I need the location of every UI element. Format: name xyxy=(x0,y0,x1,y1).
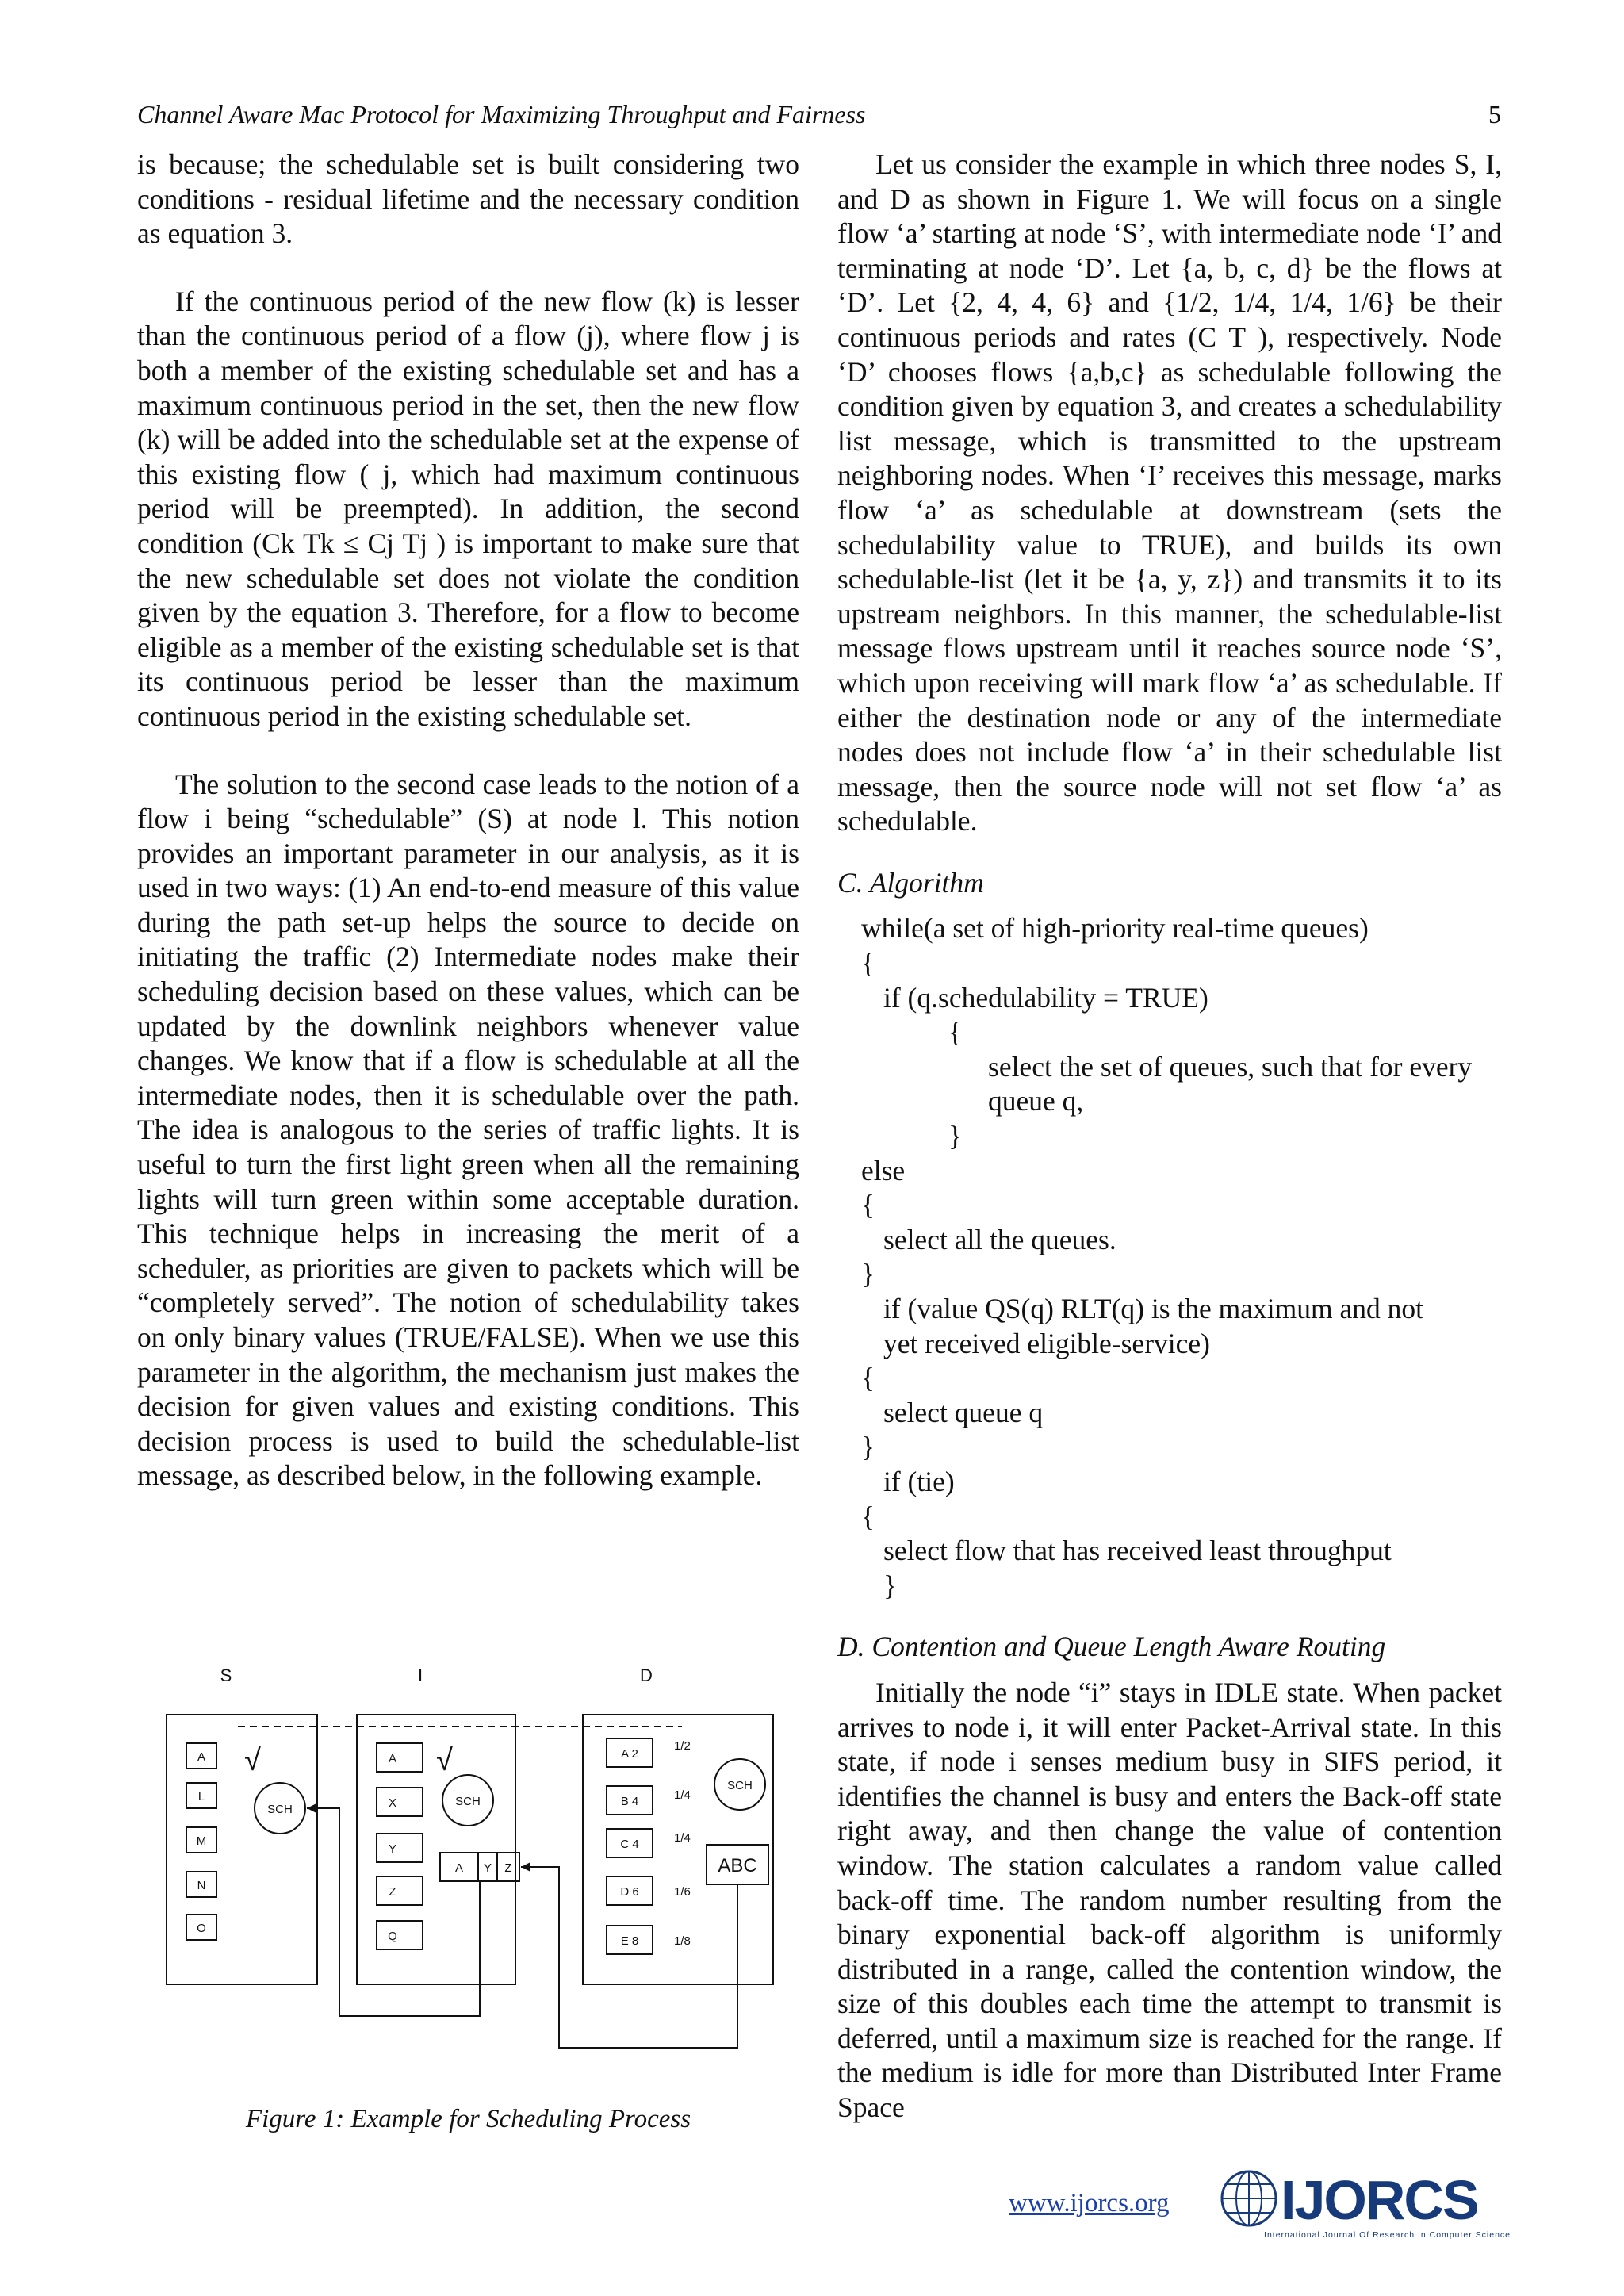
d-queue-label: A 2 xyxy=(621,1747,638,1761)
algo-line: else xyxy=(861,1154,906,1186)
running-header xyxy=(137,97,1501,132)
i-queue-box xyxy=(377,1743,423,1772)
algo-line: { xyxy=(861,1500,875,1532)
algo-line: } xyxy=(861,1258,875,1290)
journal-logo xyxy=(1217,2165,1511,2244)
i-list-label: Z xyxy=(504,1861,512,1875)
s-queue-label: N xyxy=(197,1879,206,1892)
right-paragraph-2: Initially the node “i” stays in IDLE state. When packet arrives to node i, it will enter Packet-Arrival state. In this state, if node i senses medium busy in SIFS period, it identifies the channel is busy and enters the Back-off state right away, and then change the value of contention window. The station calculates a random value called back-off time. The random number resulting from the binary exponential back-off algorithm is uniformly distributed in a range, called the contention window, the size of this doubles each time the attempt to transmit is deferred, until a maximum size is reached for the range. If the medium is idle for more than Distributed Inter Frame Space xyxy=(837,1676,1502,2124)
d-rate-label: 1/2 xyxy=(674,1739,691,1753)
algo-line: if (value QS(q) RLT(q) is the maximum and not xyxy=(883,1293,1423,1324)
i-queue-label: X xyxy=(388,1796,397,1810)
i-queue-box xyxy=(377,1876,423,1905)
s-queue-label: L xyxy=(197,1790,205,1803)
section-d-heading: D. Contention and Queue Length Aware Routing xyxy=(837,1631,1386,1663)
section-c-heading: C. Algorithm xyxy=(837,866,984,899)
algo-line: { xyxy=(948,1016,963,1048)
i-queue-label: A xyxy=(388,1752,397,1765)
algo-line: { xyxy=(861,947,875,979)
d-rate-label: 1/8 xyxy=(674,1934,691,1948)
i-queue-label: Z xyxy=(389,1885,396,1899)
running-title: Channel Aware Mac Protocol for Maximizing Throughput and Fairness xyxy=(137,100,866,128)
page-number: 5 xyxy=(1488,100,1501,128)
node-s-box xyxy=(167,1715,317,1984)
i-list-label: Y xyxy=(483,1861,492,1875)
algo-line: { xyxy=(861,1362,875,1394)
journal-url-link[interactable]: www.ijorcs.org xyxy=(1009,2189,1170,2217)
s-queue-label: A xyxy=(197,1750,206,1764)
d-rate-label: 1/4 xyxy=(674,1788,691,1802)
algo-line: if (tie) xyxy=(883,1465,955,1497)
logo-wordmark: IJORCS xyxy=(1281,2169,1478,2231)
d-queue-label: C 4 xyxy=(620,1838,639,1851)
s-queue-label: O xyxy=(197,1922,206,1935)
algo-line: select flow that has received least throughput xyxy=(883,1535,1392,1567)
i-queue-label: Y xyxy=(388,1842,397,1856)
left-paragraph-3: The solution to the second case leads to the notion of a flow i being “schedulable” (S) at node l. This notion provides an important parameter in our analysis, as it is used in two ways: (1) An end-to-end measure of this value during the path set-up helps the source to decide on initiating the traffic (2) Intermediate nodes make their scheduling decision based on these values, which can be updated by the downlink neighbors whenever value changes. We know that if a flow is schedulable at all the intermediate nodes, then it is schedulable over the path. The idea is analogous to the series of traffic lights. It is useful to turn the first light green when all the remaining lights will turn green within some acceptable duration. This technique helps in increasing the merit of a scheduler, as priorities are given to packets which will be “completely served”. The notion of schedulability takes on only binary values (TRUE/FALSE). When we use this parameter in the algorithm, the mechanism just makes the decision for given values and existing conditions. This decision process is used to build the schedulable-list message, as described below, in the following example. xyxy=(137,768,799,1492)
d-queue-label: D 6 xyxy=(620,1885,639,1899)
s-check-icon: √ xyxy=(244,1744,261,1777)
algo-line: select queue q xyxy=(883,1396,1044,1428)
algorithm-block xyxy=(837,911,1502,1603)
algo-line: yet received eligible-service) xyxy=(883,1327,1210,1359)
d-list-label: ABC xyxy=(718,1855,757,1876)
algo-line: select the set of queues, such that for every xyxy=(988,1050,1473,1083)
i-queue-box xyxy=(377,1921,423,1949)
right-paragraph-1: Let us consider the example in which three nodes S, I, and D as shown in Figure 1. We will focus on a single flow ‘a’ starting at node ‘S’, with intermediate node ‘I’ and terminating at node ‘D’. Let {a, b, c, d} be the flows at ‘D’. Let {2, 4, 4, 6} and {1/2, 1/4, 1/4, 1/6} be their continuous periods and rates (C T ), respectively. Node ‘D’ chooses flows {a,b,c} as schedulable following the condition given by equation 3, and creates a schedulability list message, which is transmitted to the upstream neighboring nodes. When ‘I’ receives this message, marks flow ‘a’ as schedulable at downstream (sets the schedulability value to TRUE), and builds its own schedulable-list (let it be {a, y, z}) and transmits it to its upstream neighbors. In this manner, the schedulable-list message flows upstream until it reaches source node ‘S’, which upon receiving will mark flow ‘a’ as schedulable. If either the destination node or any of the intermediate nodes does not include flow ‘a’ in their schedulable list message, then the source node will not set flow ‘a’ as schedulable. xyxy=(837,148,1502,838)
figure-caption: Figure 1: Example for Scheduling Process xyxy=(245,2105,691,2133)
i-queue-box xyxy=(377,1834,423,1862)
node-label-d: D xyxy=(640,1665,653,1685)
d-queue-label: E 8 xyxy=(620,1934,639,1948)
i-check-icon: √ xyxy=(436,1744,453,1777)
d-queue-label: B 4 xyxy=(620,1795,639,1808)
algo-line: while(a set of high-priority real-time queues) xyxy=(861,912,1369,945)
left-column xyxy=(137,148,799,1493)
right-column xyxy=(837,148,1502,2125)
i-queue-label: Q xyxy=(388,1930,397,1943)
algo-line: } xyxy=(861,1431,875,1463)
s-scheduler-label: SCH xyxy=(267,1803,293,1816)
d-rate-label: 1/4 xyxy=(674,1831,691,1845)
arrow-head xyxy=(307,1803,316,1813)
algo-line: select all the queues. xyxy=(883,1223,1116,1255)
arrow-head xyxy=(521,1862,530,1872)
d-scheduler-label: SCH xyxy=(727,1779,753,1792)
i-queue-box xyxy=(377,1788,423,1816)
d-rate-label: 1/6 xyxy=(674,1885,691,1899)
scheduling-diagram xyxy=(163,1658,797,2102)
node-label-s: S xyxy=(220,1665,232,1685)
logo-subtitle: International Journal Of Research In Computer Science xyxy=(1264,2230,1511,2240)
i-scheduler-label: SCH xyxy=(455,1795,481,1808)
algo-line: } xyxy=(883,1569,898,1601)
node-label-i: I xyxy=(417,1665,423,1685)
algo-line: { xyxy=(861,1189,875,1221)
figure-1 xyxy=(163,1658,797,2102)
algo-line: } xyxy=(948,1120,963,1152)
left-paragraph-1: is because; the schedulable set is built considering two conditions - residual lifetime and the necessary condition as equation 3. xyxy=(137,148,799,250)
globe-icon xyxy=(1217,2167,1281,2230)
algo-line: queue q, xyxy=(988,1085,1084,1117)
left-paragraph-2: If the continuous period of the new flow (k) is lesser than the continuous period of a flow (j), where flow j is both a member of the existing schedulable set and has a maximum continuous period in the set, then the new flow (k) will be added into the schedulable set at the expense of this existing flow ( j, which had maximum continuous period will be preempted). In addition, the second condition (Ck Tk ≤ Cj Tj ) is important to make sure that the new schedulable set does not violate the condition given by the equation 3. Therefore, for a flow to become eligible as a member of the existing schedulable set is that its continuous period be lesser than the maximum continuous period in the existing schedulable set. xyxy=(137,285,799,732)
s-queue-label: M xyxy=(196,1834,207,1848)
i-list-label: A xyxy=(454,1861,464,1875)
algo-line: if (q.schedulability = TRUE) xyxy=(883,981,1208,1014)
